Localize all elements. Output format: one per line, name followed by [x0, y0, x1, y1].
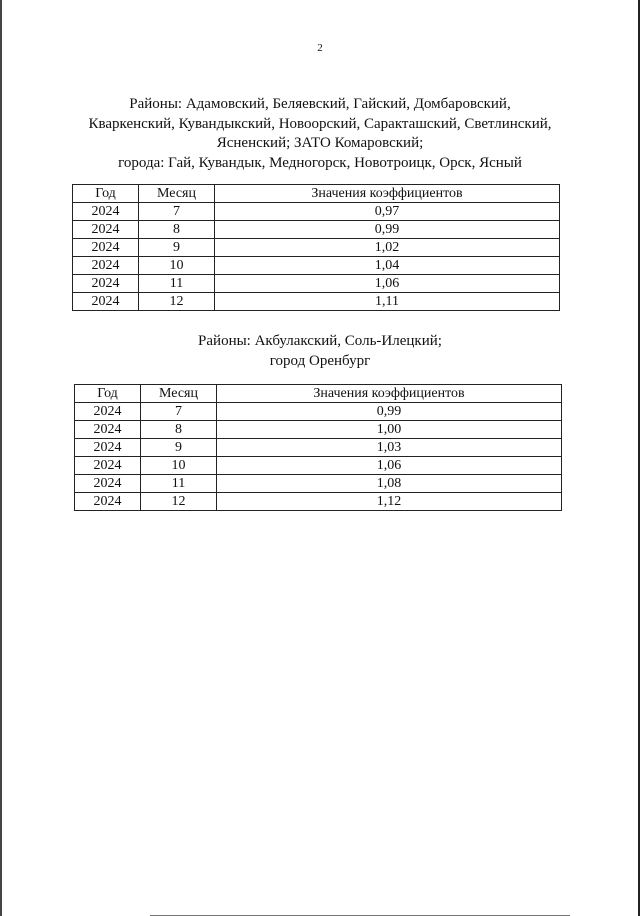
section1-heading — [0, 95, 640, 173]
header-year: Год — [73, 185, 139, 203]
section2-heading — [0, 332, 640, 371]
section2-heading-line: Районы: Акбулакский, Соль-Илецкий; — [198, 333, 442, 349]
table-row — [75, 493, 562, 511]
cell-month: 7 — [141, 403, 217, 421]
table-row — [75, 439, 562, 457]
table-row — [73, 257, 560, 275]
section1-heading-line: Кваркенский, Кувандыкский, Новоорский, Саракташский, Светлинский, — [88, 115, 552, 132]
cell-year: 2024 — [73, 221, 139, 239]
section1-coefficients-table — [72, 184, 560, 311]
cell-value: 1,02 — [215, 239, 560, 257]
cell-year: 2024 — [75, 475, 141, 493]
table-row — [75, 475, 562, 493]
table-row — [75, 421, 562, 439]
table-row — [73, 293, 560, 311]
section1-heading-line: города: Гай, Кувандык, Медногорск, Новотроицк, Орск, Ясный — [118, 154, 522, 171]
cell-month: 10 — [141, 457, 217, 475]
cell-month: 7 — [139, 203, 215, 221]
cell-month: 8 — [139, 221, 215, 239]
cell-value: 0,99 — [215, 221, 560, 239]
section1-heading-line: Ясненский; ЗАТО Комаровский; — [216, 135, 424, 151]
cell-year: 2024 — [75, 403, 141, 421]
header-value: Значения коэффициентов — [215, 185, 560, 203]
table-header-row — [73, 185, 560, 203]
section2-heading-line: город Оренбург — [269, 352, 371, 369]
cell-month: 12 — [141, 493, 217, 511]
table-row — [73, 203, 560, 221]
cell-value: 1,06 — [215, 275, 560, 293]
cell-year: 2024 — [75, 457, 141, 475]
cell-year: 2024 — [73, 293, 139, 311]
table-row — [73, 239, 560, 257]
header-month: Месяц — [139, 185, 215, 203]
cell-year: 2024 — [75, 439, 141, 457]
section2-coefficients-table — [74, 384, 562, 511]
cell-year: 2024 — [73, 257, 139, 275]
table-row — [73, 275, 560, 293]
cell-month: 10 — [139, 257, 215, 275]
page-number: 2 — [317, 42, 323, 54]
cell-month: 8 — [141, 421, 217, 439]
cell-value: 1,11 — [215, 293, 560, 311]
section1-heading-line: Районы: Адамовский, Беляевский, Гайский, Домбаровский, — [129, 96, 511, 112]
cell-value: 1,06 — [217, 457, 562, 475]
cell-month: 11 — [141, 475, 217, 493]
header-year: Год — [75, 385, 141, 403]
cell-value: 1,04 — [215, 257, 560, 275]
cell-value: 1,12 — [217, 493, 562, 511]
cell-value: 1,03 — [217, 439, 562, 457]
table-header-row — [75, 385, 562, 403]
cell-month: 9 — [141, 439, 217, 457]
cell-year: 2024 — [73, 275, 139, 293]
header-month: Месяц — [141, 385, 217, 403]
cell-year: 2024 — [75, 421, 141, 439]
cell-month: 9 — [139, 239, 215, 257]
cell-value: 1,08 — [217, 475, 562, 493]
table-row — [73, 221, 560, 239]
table-row — [75, 403, 562, 421]
cell-year: 2024 — [75, 493, 141, 511]
cell-month: 11 — [139, 275, 215, 293]
table-row — [75, 457, 562, 475]
cell-value: 1,00 — [217, 421, 562, 439]
cell-value: 0,97 — [215, 203, 560, 221]
cell-month: 12 — [139, 293, 215, 311]
cell-year: 2024 — [73, 239, 139, 257]
cell-value: 0,99 — [217, 403, 562, 421]
cell-year: 2024 — [73, 203, 139, 221]
header-value: Значения коэффициентов — [217, 385, 562, 403]
